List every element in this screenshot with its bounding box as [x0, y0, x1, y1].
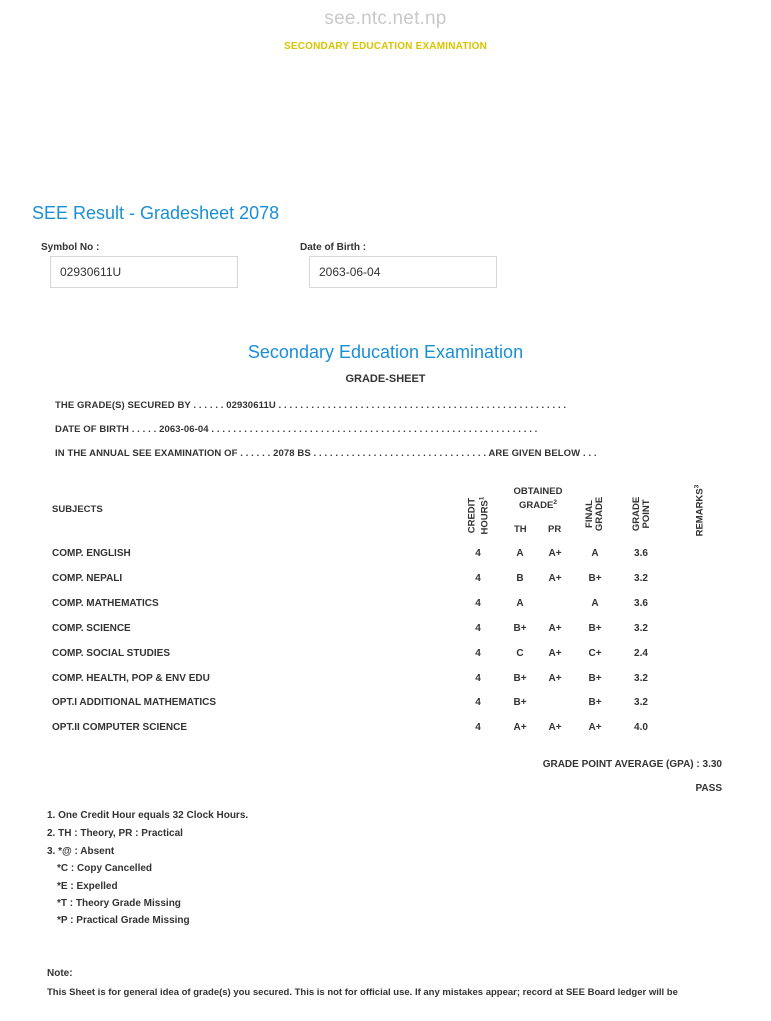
grade-point-header: GRADE POINT: [631, 496, 652, 532]
grade-point: 3.6: [634, 598, 648, 609]
practical-grade: A+: [548, 623, 562, 634]
credit-hours: 4: [475, 623, 481, 634]
grade-point: 4.0: [634, 722, 648, 733]
practical-grade: A+: [548, 548, 562, 559]
dob-input[interactable]: 2063-06-04: [309, 256, 497, 288]
theory-grade: A: [516, 598, 524, 609]
grade-point: 2.4: [634, 648, 648, 659]
final-grade: A: [591, 548, 599, 559]
secured-by-line: THE GRADE(S) SECURED BY . . . . . . 02930611U . . . . . . . . . . . . . . . . . . . . . . . . . . . . . . . . . . . . . . . . . . . . . . . . . . . . .: [55, 400, 567, 411]
footnote-practical-missing: *P : Practical Grade Missing: [57, 915, 190, 926]
credit-hours: 4: [475, 598, 481, 609]
subject-name: COMP. SCIENCE: [52, 623, 131, 634]
credit-hours: 4: [475, 697, 481, 708]
page-title: SEE Result - Gradesheet 2078: [32, 203, 280, 223]
dob-line: DATE OF BIRTH . . . . . 2063-06-04 . . . . . . . . . . . . . . . . . . . . . . . . . . . . . . . . . . . . . . . . . . . . . . . . . . . . . . . . . . . .: [55, 424, 538, 435]
final-grade-header: FINAL GRADE: [584, 496, 605, 532]
final-grade: A: [591, 598, 599, 609]
theory-grade: B+: [513, 697, 527, 708]
credit-hours-header: CREDIT HOURS$^1$: [466, 496, 491, 535]
final-grade: B+: [588, 623, 602, 634]
practical-grade: A+: [548, 722, 562, 733]
footnote-copy-cancelled: *C : Copy Cancelled: [57, 863, 153, 874]
grade-point: 3.6: [634, 548, 648, 559]
grade-point: 3.2: [634, 697, 648, 708]
subjects-header: SUBJECTS: [52, 504, 103, 515]
theory-grade: B+: [513, 673, 527, 684]
gradesheet-title: Secondary Education Examination: [247, 342, 524, 362]
grade-point: 3.2: [634, 623, 648, 634]
credit-hours: 4: [475, 573, 481, 584]
theory-grade: C: [516, 648, 524, 659]
credit-hours: 4: [475, 548, 481, 559]
site-title: see.ntc.net.np: [324, 8, 447, 29]
theory-grade: A+: [513, 722, 527, 733]
symbol-input[interactable]: 02930611U: [50, 256, 238, 288]
grade-point: 3.2: [634, 573, 648, 584]
theory-grade: A: [516, 548, 524, 559]
footnote-2: 2. TH : Theory, PR : Practical: [47, 828, 183, 839]
subject-name: COMP. HEALTH, POP & ENV EDU: [52, 673, 210, 684]
subject-name: OPT.II COMPUTER SCIENCE: [52, 722, 188, 733]
final-grade: C+: [588, 648, 602, 659]
subject-name: OPT.I ADDITIONAL MATHEMATICS: [52, 697, 217, 708]
site-subtitle: SECONDARY EDUCATION EXAMINATION: [283, 41, 488, 52]
footnote-1: 1. One Credit Hour equals 32 Clock Hours.: [47, 810, 249, 821]
pr-header: PR: [548, 524, 562, 535]
note-text: This Sheet is for general idea of grade(s) you secured. This is not for official use. If any mistakes appear; record at SEE Board ledger will be: [47, 987, 678, 998]
credit-hours: 4: [475, 648, 481, 659]
theory-grade: B: [516, 573, 524, 584]
practical-grade: A+: [548, 673, 562, 684]
note-label: Note:: [47, 968, 73, 979]
credit-hours: 4: [475, 722, 481, 733]
th-header: TH: [514, 524, 527, 535]
remarks-header: REMARKS$^3$: [693, 484, 706, 537]
practical-grade: A+: [548, 648, 562, 659]
final-grade: B+: [588, 697, 602, 708]
subject-name: COMP. MATHEMATICS: [52, 598, 159, 609]
grade-point: 3.2: [634, 673, 648, 684]
credit-hours: 4: [475, 673, 481, 684]
dob-label: Date of Birth :: [300, 242, 367, 253]
final-grade: A+: [588, 722, 602, 733]
footnote-3: 3. *@ : Absent: [47, 846, 115, 857]
final-grade: B+: [588, 573, 602, 584]
subject-name: COMP. NEPALI: [52, 573, 123, 584]
result-status: PASS: [695, 783, 722, 794]
practical-grade: A+: [548, 573, 562, 584]
final-grade: B+: [588, 673, 602, 684]
subject-name: COMP. SOCIAL STUDIES: [52, 648, 170, 659]
gpa-summary: GRADE POINT AVERAGE (GPA) : 3.30: [542, 759, 722, 770]
subject-name: COMP. ENGLISH: [52, 548, 131, 559]
symbol-label: Symbol No :: [41, 242, 100, 253]
footnote-expelled: *E : Expelled: [57, 881, 118, 892]
theory-grade: B+: [513, 623, 527, 634]
gradesheet-subtitle: GRADE-SHEET: [345, 373, 426, 385]
footnote-theory-missing: *T : Theory Grade Missing: [57, 898, 181, 909]
obtained-grade-header: OBTAINED GRADE$^2$: [513, 486, 563, 512]
exam-line: IN THE ANNUAL SEE EXAMINATION OF . . . . . . 2078 BS . . . . . . . . . . . . . . . . . . . . . . . . . . . . . . . . ARE GIVEN BELOW . . .: [55, 448, 597, 459]
